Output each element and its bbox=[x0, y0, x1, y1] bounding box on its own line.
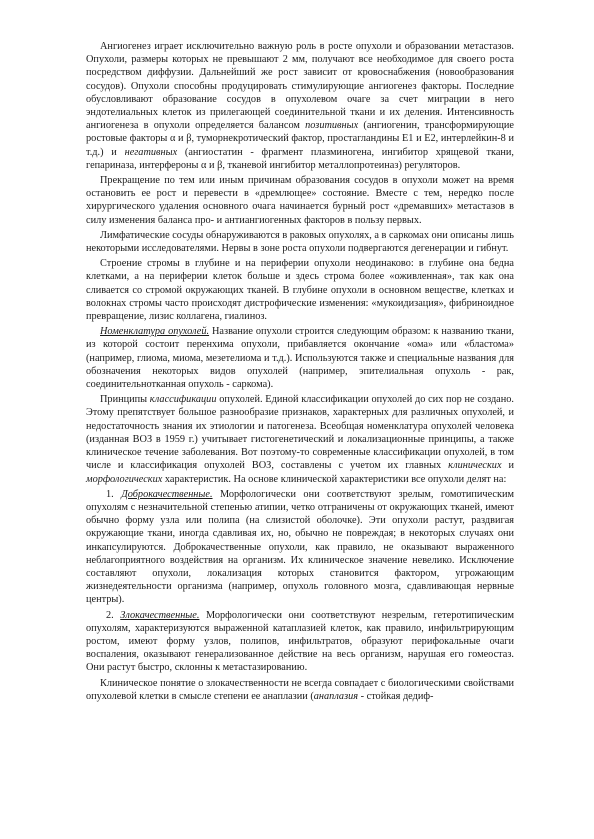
text-run: - стойкая дедиф- bbox=[358, 690, 434, 702]
italic-term: морфологических bbox=[86, 473, 163, 485]
paragraph bbox=[86, 393, 514, 485]
italic-term: позитивных bbox=[305, 120, 359, 132]
text-run: Ангиогенез играет исключительно важную роль в росте опухоли и образовании метастазов. Опухоли, размеры которых не превышают 2 мм, получают все необходимое для своего роста посредством диффузии. Дальнейший же рост зависит от кровоснабжения (новообразования сосудов). Опухоли способны продуцировать стимулирующие ангиогенез факторы. Последние обусловливают образование сосудов в опухолевом очаге за счет миграции в него эндотелиальных клеток из прилегающей соединительной ткани и их деления. Интенсивность ангиогенеза в опухоли определяется балансом bbox=[86, 41, 514, 132]
text-run: Морфологически они соответствуют незрелым, гетеротипическим опухолям, характеризуются выраженной катаплазией клеток, как правило, инфильтрирующим ростом, имеют форму узлов, полипов, инфильтратов, образуют перифокальные очаги воспаления, оказывают генерализованное действие на весь организм, нарушая его гомеостаз. Они растут быстро, склонны к метастазированию. bbox=[86, 609, 514, 674]
text-run: Клиническое понятие о злокачественности не всегда совпадает с биологическими свойствами опухолевой клетки в смысле степени ее анаплазии ( bbox=[86, 677, 514, 702]
text-run: опухолей. Единой классификации опухолей до сих пор не создано. Этому препятствует большое разнообразие признаков, характерных для различных опухолей, и недостаточность знания их этиологии и патогенеза. Всеобщая номенклатура опухолей человека (изданная ВОЗ в 1959 г.) учитывает гистогенетический и локализационные принципы, а также клиническое течение заболевания. Вот поэтому-то современные классификации опухолей, в том числе и классификация опухолей ВОЗ, составлены с учетом их главных bbox=[86, 394, 514, 472]
italic-term: клинических bbox=[448, 460, 502, 472]
document-page bbox=[86, 40, 514, 705]
italic-term: анаплазия bbox=[313, 690, 359, 702]
text-run: характеристик. На основе клинической характеристики все опухоли делят на: bbox=[162, 473, 507, 485]
text-run: 1. bbox=[106, 488, 122, 500]
paragraph bbox=[86, 488, 514, 607]
section-heading: Доброкачественные. bbox=[121, 488, 213, 500]
text-run: Строение стромы в глубине и на периферии опухоли неодинаково: в глубине она бедна клетками, а на периферии клеток больше и здесь строма более «оживленная», так как она сливается со стромой окружающих тканей. В глубине опухоли в основном веществе, клетках и волокнах стромы часто происходят дистрофические изменения: «мукоидизация», фибриноидное превращение, лизис коллагена, гиалиноз. bbox=[86, 258, 514, 323]
paragraph bbox=[86, 229, 514, 255]
paragraph bbox=[86, 325, 514, 391]
section-heading: Злокачественные. bbox=[120, 609, 200, 621]
paragraph bbox=[86, 677, 514, 703]
text-run: Принципы bbox=[100, 394, 150, 406]
section-heading: Номенклатура опухолей. bbox=[100, 326, 210, 338]
italic-term: негативных bbox=[124, 146, 178, 158]
paragraph bbox=[86, 609, 514, 675]
text-run: Лимфатические сосуды обнаруживаются в раковых опухолях, а в саркомах они описаны лишь некоторыми исследователями. Нервы в зоне роста опухоли подвергаются дегенерации и гибнут. bbox=[86, 229, 515, 255]
text-run: (ангиостатин - фрагмент плазминогена, ингибитор хрящевой ткани, гепариназа, интерфероны α и β, тканевой ингибитор металлопротеиназ) регуляторов. bbox=[86, 146, 514, 171]
text-run: 2. bbox=[106, 609, 121, 621]
paragraph bbox=[86, 257, 514, 323]
paragraph bbox=[86, 40, 514, 172]
italic-term: классификации bbox=[149, 394, 217, 406]
text-run: (ангиогенин, трансформирующие ростовые факторы α и β, туморнекротический фактор, простагландины E1 и E2, интерлейкин-8 и т.д.) и bbox=[86, 120, 514, 158]
paragraph bbox=[86, 174, 514, 227]
text-run: Морфологически они соответствуют зрелым, гомотипическим опухолям с незначительной степенью атипии, четко отграничены от окружающих тканей, имеют обычно форму узла или полипа (на слизистой оболочке). Эти опухоли растут, раздвигая окружающие ткани, иногда сдавливая их, но, обычно не повреждая; в некоторых случаях они инкапсулируются. Доброкачественные опухоли, как правило, не оказывают выраженного неблагоприятного воздействия на организм. Их клиническое значение невелико. Исключение составляют опухоли, локализация которых становится фактором, угрожающим жизнедеятельности организма (например, опухоль головного мозга, сдавливающая нервные центры). bbox=[86, 488, 515, 606]
text-run: Название опухоли строится следующим образом: к названию ткани, из которой состоит перенхима опухоли, прибавляется окончание «ома» или «бластома» (например, глиома, миома, мезетелиома и т.д.). Используются также и специальные названия для обозначения некоторых видов опухолей (например, эпителиальная опухоль - рак, соединительнотканная опухоль - саркома). bbox=[86, 326, 514, 391]
text-run: и bbox=[501, 460, 514, 472]
text-run: Прекращение по тем или иным причинам образования сосудов в опухоли может на время остановить ее рост и перевести в «дремлющее» состояние. Вместе с тем, нередко после хирургического удаления основного очага начинается бурный рост «дремавших» метастазов в силу изменения баланса про- и антиангиогенных факторов в пользу первых. bbox=[86, 175, 514, 226]
